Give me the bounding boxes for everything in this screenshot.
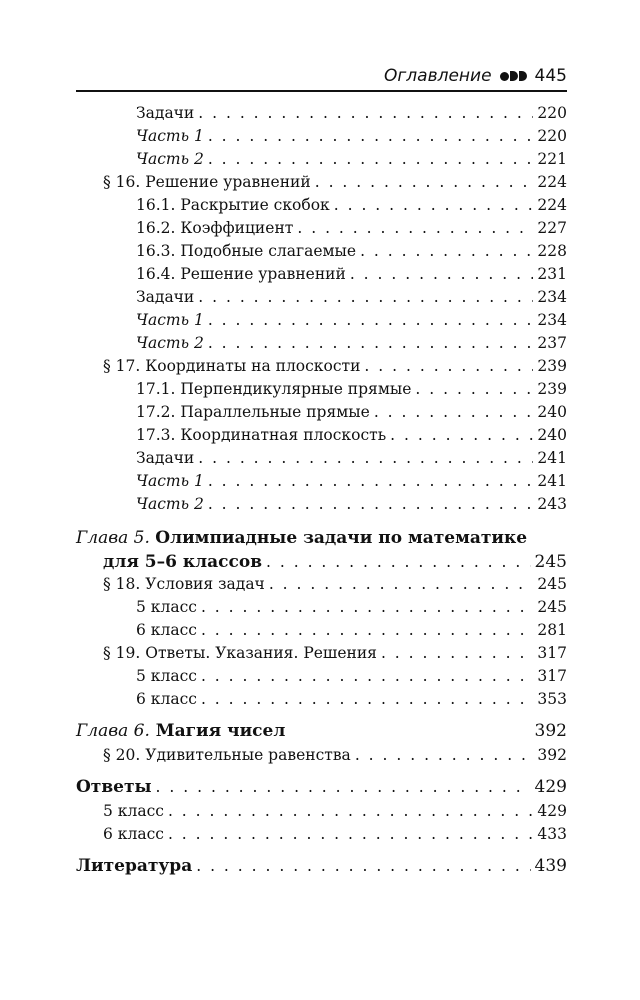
chapter-6-label: Глава 6. <box>76 721 150 741</box>
table-of-contents <box>76 104 567 881</box>
page-number: 445 <box>534 66 567 86</box>
section-title: Оглавление <box>383 66 492 86</box>
toc-row[interactable]: 16.2. Коэффициент . . . 227 <box>76 219 567 242</box>
toc-row[interactable]: Задачи . . . 241 <box>76 449 567 472</box>
toc-row[interactable]: 6 класс . . . 281 <box>76 621 567 644</box>
toc-row[interactable]: 17.1. Перпендикулярные прямые . . . 239 <box>76 380 567 403</box>
toc-row[interactable]: Часть 2 . . . 221 <box>76 150 567 173</box>
toc-row[interactable]: 5 класс . . . 245 <box>76 598 567 621</box>
toc-row[interactable]: 17.2. Параллельные прямые . . . 240 <box>76 403 567 426</box>
toc-row[interactable]: для 5–6 классов . . . 245 <box>76 552 567 575</box>
toc-row[interactable]: § 20. Удивительные равенства . . . 392 <box>76 746 567 769</box>
toc-row[interactable]: 6 класс . . . 353 <box>76 690 567 713</box>
toc-row[interactable]: § 19. Ответы. Указания. Решения . . . 317 <box>76 644 567 667</box>
toc-row-literature[interactable]: Литература . . . 439 <box>76 856 567 881</box>
chapter-6-heading[interactable]: Глава 6. Магия чисел 392 <box>76 721 567 741</box>
running-head <box>76 62 567 92</box>
chapter-5-title: Олимпиадные задачи по математике <box>155 528 528 548</box>
chapter-5-heading[interactable] <box>76 528 567 552</box>
toc-row[interactable]: § 16. Решение уравнений . . . 224 <box>76 173 567 196</box>
toc-row[interactable]: Задачи . . . 234 <box>76 288 567 311</box>
toc-row[interactable]: Часть 1 . . . 234 <box>76 311 567 334</box>
chapter-6-title: Магия чисел <box>155 721 286 741</box>
triple-bullet-icon <box>500 71 527 81</box>
toc-row[interactable]: 5 класс . . . 429 <box>76 802 567 825</box>
toc-row-answers[interactable]: Ответы . . . 429 <box>76 777 567 802</box>
chapter-5-label: Глава 5. <box>76 528 150 548</box>
toc-row[interactable]: § 18. Условия задач . . . 245 <box>76 575 567 598</box>
toc-row[interactable]: 16.3. Подобные слагаемые . . . 228 <box>76 242 567 265</box>
toc-row[interactable]: Часть 2 . . . 243 <box>76 495 567 518</box>
toc-row[interactable]: Часть 2 . . . 237 <box>76 334 567 357</box>
toc-row[interactable]: 5 класс . . . 317 <box>76 667 567 690</box>
toc-row[interactable]: 16.4. Решение уравнений . . . 231 <box>76 265 567 288</box>
toc-row[interactable]: Часть 1 . . . 241 <box>76 472 567 495</box>
toc-row[interactable]: Задачи . . . 220 <box>76 104 567 127</box>
toc-row[interactable]: 16.1. Раскрытие скобок . . . 224 <box>76 196 567 219</box>
toc-row[interactable]: Часть 1 . . . 220 <box>76 127 567 150</box>
toc-row[interactable]: § 17. Координаты на плоскости . . . 239 <box>76 357 567 380</box>
toc-row[interactable]: 6 класс . . . 433 <box>76 825 567 848</box>
toc-row[interactable]: 17.3. Координатная плоскость . . . 240 <box>76 426 567 449</box>
